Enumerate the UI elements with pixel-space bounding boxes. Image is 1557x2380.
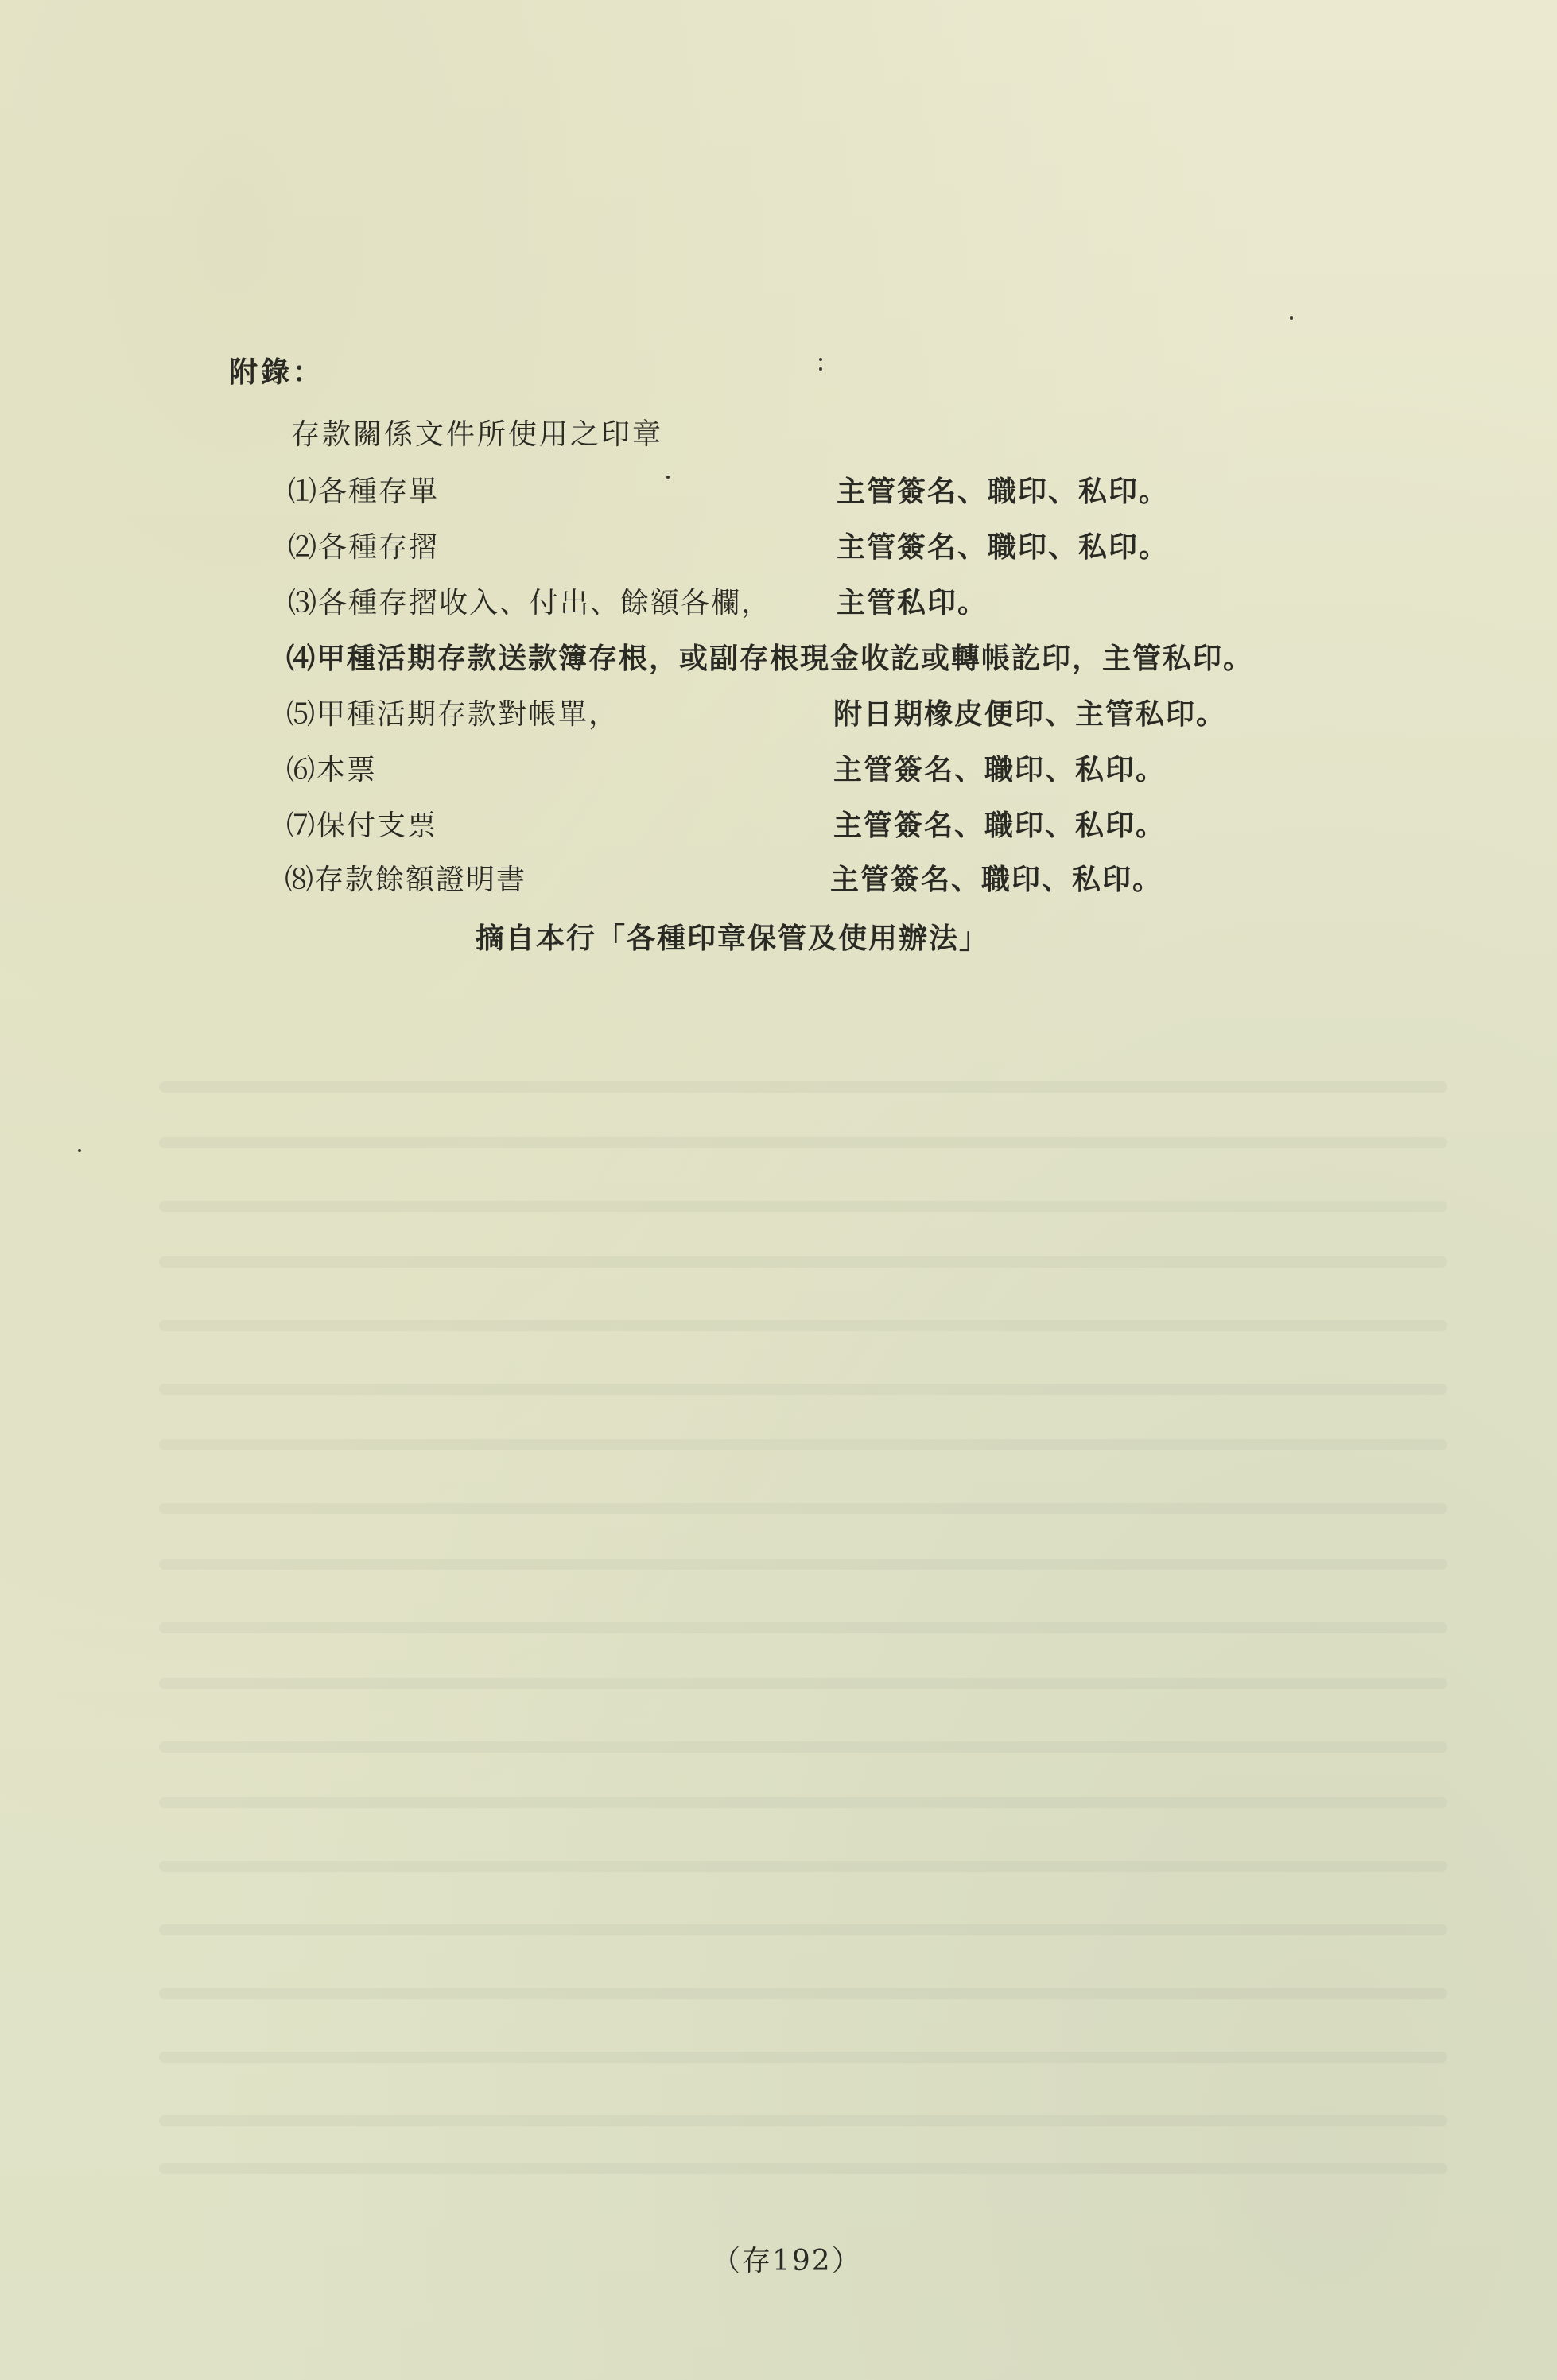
bleed-through-line: [159, 2052, 1447, 2063]
seal-item-document: ⑴各種存單: [288, 476, 440, 508]
bleed-through-line: [159, 1924, 1447, 1935]
seal-item-document: ⑺保付支票: [286, 810, 438, 842]
bleed-through-line: [159, 1384, 1447, 1395]
print-speck: [819, 367, 822, 371]
seal-item-document: ⑹本票: [286, 754, 378, 786]
bleed-through-line: [159, 1137, 1447, 1148]
seal-item-document: ⑻存款餘額證明書: [285, 864, 527, 896]
print-speck: [1290, 316, 1293, 320]
bleed-through-line: [159, 2163, 1447, 2174]
bleed-through-line: [159, 1678, 1447, 1689]
seal-item-document: ⑶各種存摺收入、付出、餘額各欄，: [288, 587, 772, 619]
bleed-through-line: [159, 1797, 1447, 1808]
print-speck: [819, 358, 822, 361]
seal-item-document: ⑵各種存摺: [288, 531, 440, 564]
bleed-through-line: [159, 2115, 1447, 2126]
seal-item-seals: 主管簽名、職印、私印。: [830, 863, 1163, 896]
bleed-through-line: [159, 1320, 1447, 1331]
bleed-through-line: [159, 1201, 1447, 1212]
bleed-through-line: [159, 1622, 1447, 1633]
seal-item-seals: 主管簽名、職印、私印。: [837, 530, 1170, 564]
appendix-heading: 附錄：: [229, 355, 325, 389]
print-speck: [78, 1149, 81, 1152]
print-speck: [666, 476, 670, 479]
bleed-through-line: [159, 1503, 1447, 1514]
bleed-through-line: [159, 1861, 1447, 1872]
bleed-through-line: [159, 1081, 1447, 1093]
bleed-through-line: [159, 1256, 1447, 1268]
source-note: 摘自本行「各種印章保管及使用辦法」: [476, 922, 990, 955]
bleed-through-line: [159, 1988, 1447, 1999]
bleed-through-line: [159, 1741, 1447, 1753]
seal-item-document: ⑸甲種活期存款對帳單，: [286, 698, 619, 731]
seal-item-seals: 主管私印。: [837, 586, 988, 619]
seal-item-seals: 主管簽名、職印、私印。: [833, 809, 1167, 842]
page-number: （存192）: [712, 2245, 862, 2277]
seal-item-seals: 附日期橡皮便印、主管私印。: [833, 697, 1227, 731]
seal-item-seals: 主管簽名、職印、私印。: [833, 753, 1167, 786]
seal-item-seals: 主管簽名、職印、私印。: [837, 475, 1170, 508]
bleed-through-line: [159, 1559, 1447, 1570]
seal-item-4: ⑷甲種活期存款送款簿存根，或副存根現金收訖或轉帳訖印，主管私印。: [286, 642, 1254, 675]
document-subtitle: 存款關係文件所使用之印章: [291, 418, 664, 451]
bleed-through-line: [159, 1439, 1447, 1450]
